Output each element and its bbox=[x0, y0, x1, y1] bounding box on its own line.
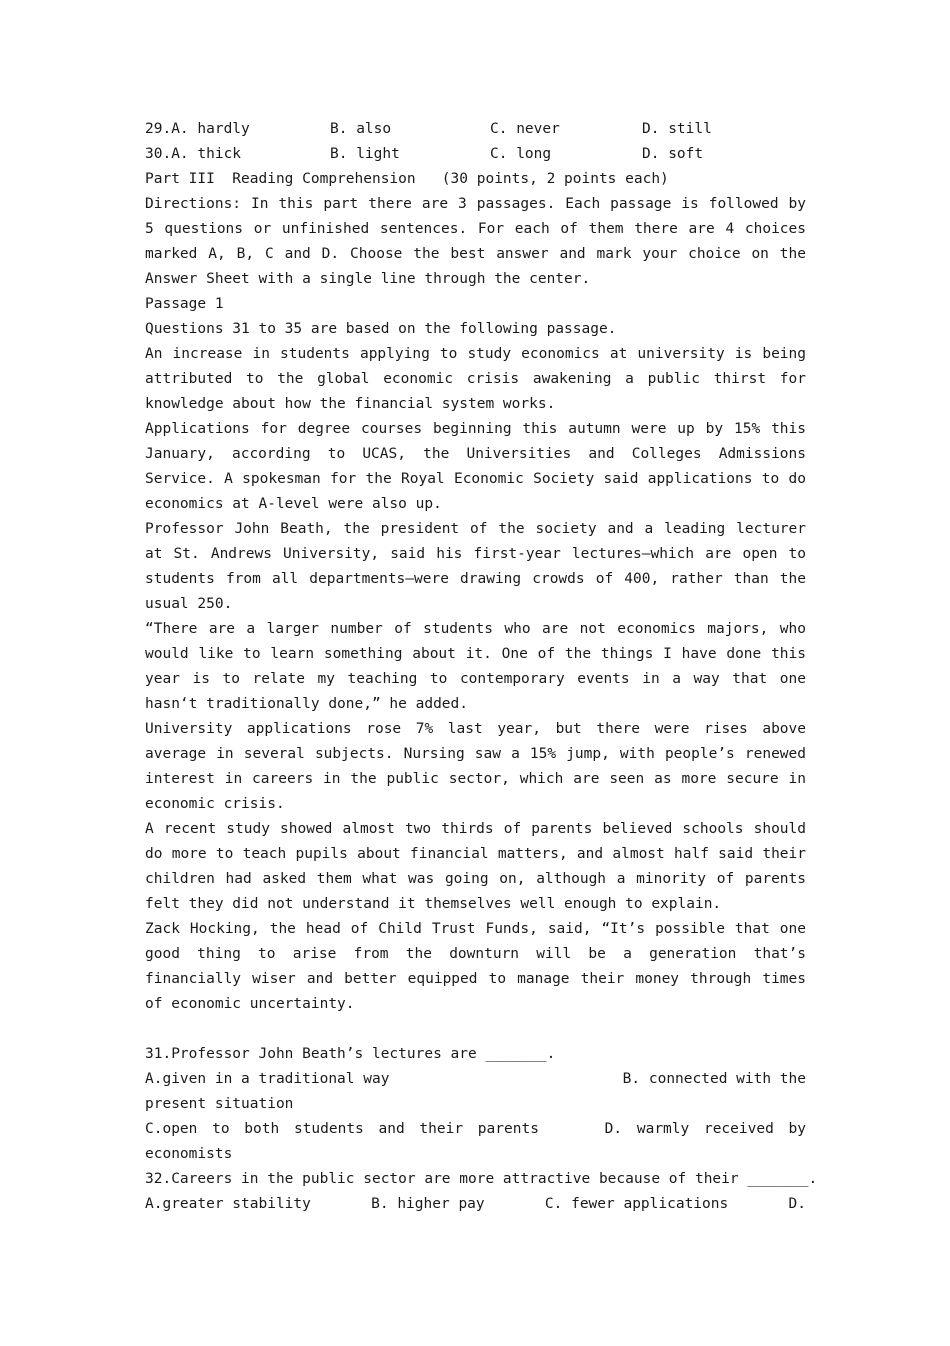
option-29-d: D. still bbox=[642, 121, 712, 137]
question-29-options bbox=[145, 117, 806, 142]
passage-title: Passage 1 bbox=[145, 296, 224, 312]
option-30-a: 30.A. thick bbox=[145, 146, 242, 162]
part-heading: Part III Reading Comprehension (30 points, 2 points each) bbox=[145, 171, 669, 187]
option-30-b: B. light bbox=[330, 146, 400, 162]
option-32-b: B. higher pay bbox=[371, 1196, 485, 1212]
question-31-row-ab bbox=[145, 1067, 806, 1092]
option-30-c: C. long bbox=[490, 146, 552, 162]
passage-paragraph: Zack Hocking, the head of Child Trust Funds, said, “It’s possible that one good thing to arise from the downturn will be a generation that’s financially wiser and better equipped to manage their money through times of economic uncertainty. bbox=[145, 921, 806, 1012]
option-31-a: A.given in a traditional way bbox=[145, 1071, 390, 1087]
option-29-c: C. never bbox=[490, 121, 560, 137]
passage-paragraph: Applications for degree courses beginning this autumn were up by 15% this January, according to UCAS, the Universities and Colleges Admissions Service. A spokesman for the Royal Economic Society said applications to do economics at A-level were also up. bbox=[145, 421, 806, 512]
document-page bbox=[145, 117, 818, 1217]
option-29-a: 29.A. hardly bbox=[145, 121, 250, 137]
passage-paragraph: University applications rose 7% last year, but there were rises above average in several subjects. Nursing saw a 15% jump, with people’s renewed interest in careers in the public sector, which are seen as more secure in economic crisis. bbox=[145, 721, 806, 812]
option-31-b: B. connected with the bbox=[622, 1071, 806, 1087]
option-31-d-continued: economists bbox=[145, 1146, 233, 1162]
question-32-stem: 32.Careers in the public sector are more attractive because of their _______. bbox=[145, 1171, 818, 1187]
option-29-b: B. also bbox=[330, 121, 392, 137]
option-30-d: D. soft bbox=[642, 146, 704, 162]
option-31-d: D. warmly received by bbox=[604, 1121, 806, 1137]
option-32-d: D. bbox=[788, 1196, 806, 1212]
passage-intro: Questions 31 to 35 are based on the following passage. bbox=[145, 321, 617, 337]
option-32-c: C. fewer applications bbox=[544, 1196, 729, 1212]
question-30-options bbox=[145, 142, 806, 167]
question-32-options bbox=[145, 1192, 806, 1217]
question-31-stem: 31.Professor John Beath’s lectures are _______. bbox=[145, 1046, 556, 1062]
passage-paragraph: “There are a larger number of students who are not economics majors, who would like to learn something about it. One of the things I have done this year is to relate my teaching to contemporary events in a way that one hasn‘t traditionally done,” he added. bbox=[145, 621, 806, 712]
passage-paragraph: Professor John Beath, the president of the society and a leading lecturer at St. Andrews University, said his first-year lectures—which are open to students from all departments—were drawing crowds of 400, rather than the usual 250. bbox=[145, 521, 806, 612]
option-31-c: C.open to both students and their parents bbox=[145, 1121, 539, 1137]
passage-paragraph: A recent study showed almost two thirds of parents believed schools should do more to teach pupils about financial matters, and almost half said their children had asked them what was going on, although a minority of parents felt they did not understand it themselves well enough to explain. bbox=[145, 821, 806, 912]
spacer bbox=[145, 1017, 806, 1042]
question-31-row-cd bbox=[145, 1117, 806, 1142]
directions: Directions: In this part there are 3 passages. Each passage is followed by 5 questions or unfinished sentences. For each of them there are 4 choices marked A, B, C and D. Choose the best answer and mark your choice on the Answer Sheet with a single line through the center. bbox=[145, 196, 806, 287]
passage-paragraph: An increase in students applying to study economics at university is being attributed to the global economic crisis awakening a public thirst for knowledge about how the financial system works. bbox=[145, 346, 806, 412]
option-32-a: A.greater stability bbox=[145, 1196, 311, 1212]
option-31-b-continued: present situation bbox=[145, 1096, 294, 1112]
